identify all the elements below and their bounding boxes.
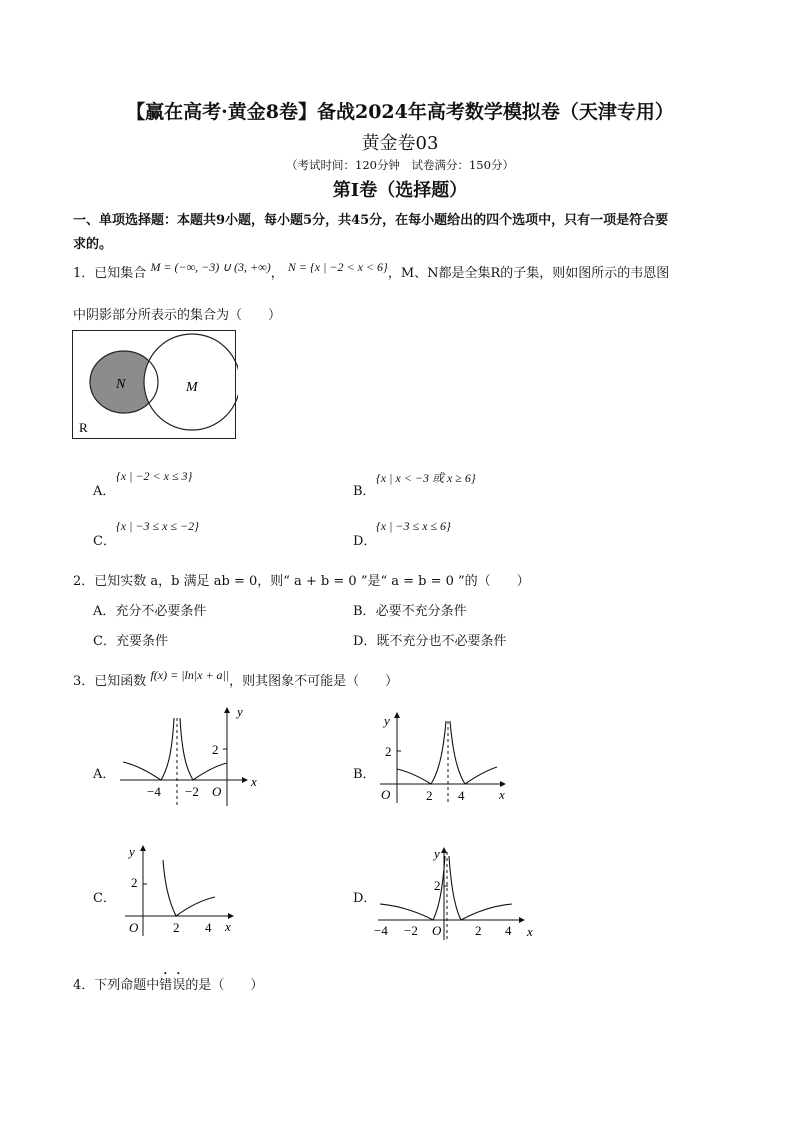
curve-right [180, 718, 227, 780]
y-tick-label: 2 [212, 742, 219, 757]
q3-graph-a[interactable] [115, 700, 260, 810]
section-instructions-line1: 一、单项选择题：本题共9小题，每小题5分，共45分，在每小题给出的四个选项中，只有一项是符合要 [73, 213, 669, 228]
q3-option-c-key[interactable]: C． [93, 891, 116, 906]
question-1-line1 [73, 262, 669, 281]
q3-option-a-key[interactable]: A． [93, 767, 116, 782]
y-label: y [384, 713, 390, 728]
x-label: x [527, 924, 533, 939]
x-tick-label: 4 [505, 923, 512, 938]
q2-option-b[interactable] [353, 600, 467, 619]
section-instructions-line2: 求的。 [73, 237, 113, 252]
option-text: 必要不充分条件 [375, 604, 467, 619]
option-text: 既不充分也不必要条件 [376, 634, 507, 649]
question-number: 1． [73, 266, 95, 281]
set-n-expression: N = {x | −2 < x < 6} [287, 260, 388, 274]
option-key: A． [93, 604, 116, 619]
x-label: x [499, 787, 505, 802]
x-tick-label: −2 [404, 923, 418, 938]
question-text: ，则其图象不可能是（ ） [229, 674, 399, 689]
exam-title: 【赢在高考·黄金8卷】备战2024年高考数学模拟卷（天津专用） [126, 101, 674, 123]
x-label: x [251, 774, 257, 789]
question-2 [73, 570, 530, 589]
q3-option-b-key[interactable]: B． [353, 767, 376, 782]
q2-option-c[interactable] [93, 630, 168, 649]
label-m: M [186, 380, 198, 395]
origin-label: O [432, 923, 442, 938]
q3-graph-b[interactable] [375, 705, 515, 805]
q1-option-a-text: {x | −2 < x ≤ 3} [116, 469, 193, 483]
curve-left [123, 718, 174, 780]
origin-label: O [129, 920, 139, 935]
y-label: y [434, 846, 440, 861]
question-text: 下列命题中 [94, 978, 160, 993]
question-3 [73, 670, 398, 689]
venn-diagram [72, 330, 238, 440]
x-tick-label: −4 [374, 923, 388, 938]
q1-option-c-key[interactable]: C． [93, 534, 116, 549]
y-tick-label: 2 [385, 744, 392, 759]
q3-graph-c[interactable] [115, 838, 245, 938]
x-tick-label: 2 [475, 923, 482, 938]
q2-option-d[interactable] [353, 630, 506, 649]
label-r: R [79, 420, 88, 435]
y-tick-label: 2 [131, 875, 138, 890]
option-text: 充要条件 [115, 634, 168, 649]
curve-right [450, 721, 497, 784]
q2-option-a[interactable] [93, 600, 206, 619]
question-text: 已知函数 [94, 674, 147, 689]
emphasis-text: 错误 [159, 978, 186, 993]
option-key: D． [353, 634, 377, 649]
question-text: 已知实数 a，b 满足 ab = 0，则“ a + b = 0 ”是“ a = b = 0 ”的（ ） [94, 574, 530, 589]
option-key: B． [353, 604, 376, 619]
label-n: N [116, 377, 126, 392]
question-text: 的是（ ） [185, 978, 264, 993]
x-tick-label: 2 [173, 920, 180, 935]
question-text: ，M、N都是全集R的子集，则如图所示的韦恩图 [387, 266, 670, 281]
question-text: 已知集合 [94, 266, 147, 281]
q1-option-d-key[interactable]: D． [353, 534, 377, 549]
curve-left [397, 721, 446, 784]
option-key: C． [93, 634, 116, 649]
question-4 [73, 970, 263, 993]
x-tick-label: −4 [147, 784, 161, 799]
q1-option-c-text: {x | −3 ≤ x ≤ −2} [116, 519, 199, 533]
function-expression: f(x) = |ln|x + a|| [150, 668, 230, 682]
y-label: y [237, 704, 243, 719]
q1-option-d-text: {x | −3 ≤ x ≤ 6} [376, 519, 451, 533]
curve-right [449, 856, 512, 920]
q1-option-b-text: {x | x < −3 或 x ≥ 6} [376, 471, 476, 485]
x-tick-label: 4 [458, 788, 465, 803]
x-label: x [225, 919, 231, 934]
q3-graph-d[interactable] [372, 842, 537, 942]
exam-subtitle: 黄金卷03 [361, 133, 439, 154]
set-m-expression: M = (−∞, −3) ∪ (3, +∞) [150, 260, 271, 274]
question-number: 4． [73, 978, 95, 993]
question-number: 2． [73, 574, 95, 589]
q3-option-d-key[interactable]: D． [353, 891, 377, 906]
part-title: 第I卷（选择题） [332, 180, 468, 201]
x-tick-label: −2 [185, 784, 199, 799]
y-label: y [129, 844, 135, 859]
origin-label: O [381, 787, 391, 802]
x-tick-label: 4 [205, 920, 212, 935]
q1-option-a-key[interactable]: A． [93, 484, 116, 499]
question-number: 3． [73, 674, 95, 689]
question-1-line2: 中阴影部分所表示的集合为（ ） [73, 308, 282, 323]
option-text: 充分不必要条件 [115, 604, 207, 619]
separator: ， [270, 266, 284, 281]
y-tick-label: 2 [434, 878, 441, 893]
origin-label: O [212, 784, 222, 799]
exam-info: （考试时间：120分钟 试卷满分：150分） [286, 158, 514, 172]
curve [163, 860, 215, 916]
q1-option-b-key[interactable]: B． [353, 484, 376, 499]
x-tick-label: 2 [426, 788, 433, 803]
